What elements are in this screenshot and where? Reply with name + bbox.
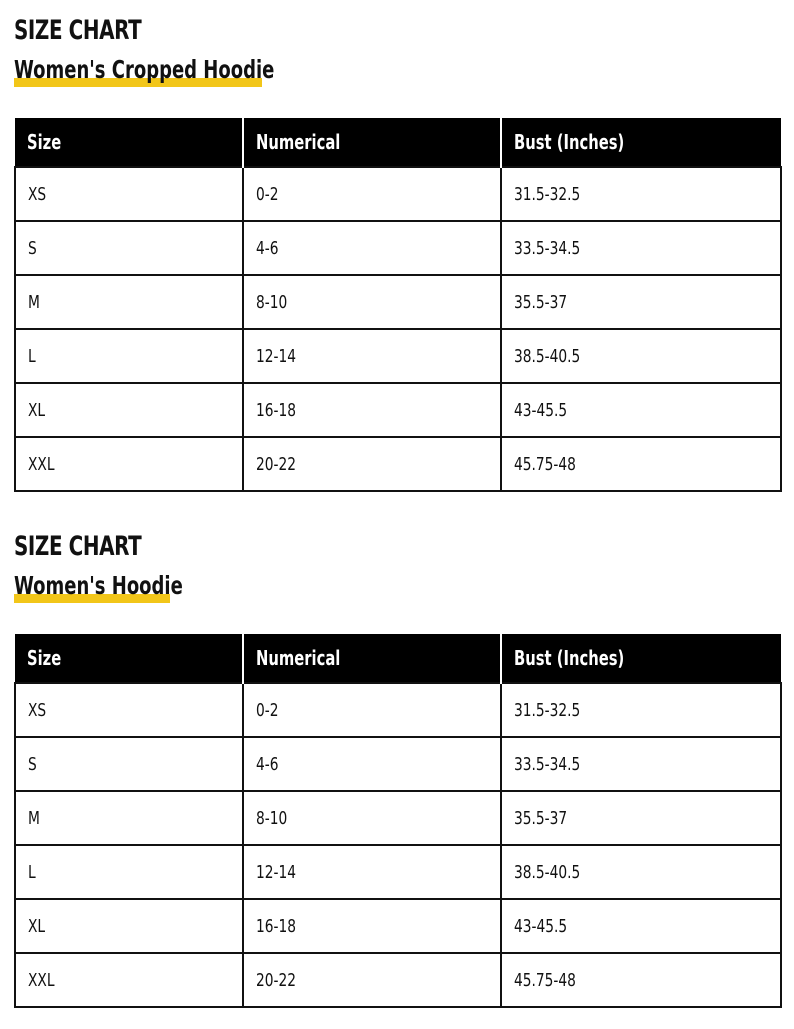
size-table — [14, 118, 782, 492]
size-cell: L — [15, 329, 243, 383]
size-cell: XXL — [15, 437, 243, 491]
numerical-cell: 8-10 — [243, 791, 501, 845]
size-cell: XL — [15, 899, 243, 953]
size-cell: S — [15, 737, 243, 791]
table-row — [15, 167, 781, 221]
numerical-cell: 0-2 — [243, 683, 501, 737]
table-row — [15, 845, 781, 899]
size-chart-section-hoodie — [14, 530, 780, 991]
numerical-cell: 4-6 — [243, 737, 501, 791]
table-row — [15, 899, 781, 953]
size-cell: XXL — [15, 953, 243, 1007]
bust-cell: 35.5-37 — [501, 791, 781, 845]
table-row — [15, 437, 781, 491]
column-header-bust: Bust (Inches) — [501, 118, 781, 167]
size-cell: XL — [15, 383, 243, 437]
numerical-cell: 12-14 — [243, 845, 501, 899]
bust-cell: 45.75-48 — [501, 437, 781, 491]
column-header-numerical: Numerical — [243, 118, 501, 167]
numerical-cell: 20-22 — [243, 953, 501, 1007]
table-row — [15, 275, 781, 329]
size-cell: S — [15, 221, 243, 275]
bust-cell: 33.5-34.5 — [501, 221, 781, 275]
bust-cell: 31.5-32.5 — [501, 683, 781, 737]
chart-heading: SIZE CHART — [14, 531, 142, 562]
bust-cell: 43-45.5 — [501, 383, 781, 437]
column-header-size: Size — [15, 634, 243, 683]
size-cell: L — [15, 845, 243, 899]
product-title-wrap — [14, 564, 780, 610]
product-title: Women's Hoodie — [14, 571, 183, 600]
column-header-numerical: Numerical — [243, 634, 501, 683]
product-title: Women's Cropped Hoodie — [14, 55, 275, 84]
table-header-row — [15, 118, 781, 167]
bust-cell: 38.5-40.5 — [501, 329, 781, 383]
bust-cell: 35.5-37 — [501, 275, 781, 329]
bust-cell: 43-45.5 — [501, 899, 781, 953]
size-cell: M — [15, 791, 243, 845]
numerical-cell: 20-22 — [243, 437, 501, 491]
table-row — [15, 683, 781, 737]
numerical-cell: 16-18 — [243, 383, 501, 437]
bust-cell: 45.75-48 — [501, 953, 781, 1007]
bust-cell: 38.5-40.5 — [501, 845, 781, 899]
table-row — [15, 737, 781, 791]
table-row — [15, 329, 781, 383]
chart-heading: SIZE CHART — [14, 15, 142, 46]
numerical-cell: 12-14 — [243, 329, 501, 383]
size-chart-section-cropped-hoodie — [14, 14, 780, 475]
numerical-cell: 4-6 — [243, 221, 501, 275]
bust-cell: 33.5-34.5 — [501, 737, 781, 791]
size-cell: M — [15, 275, 243, 329]
numerical-cell: 16-18 — [243, 899, 501, 953]
size-cell: XS — [15, 167, 243, 221]
product-title-wrap — [14, 48, 780, 94]
table-row — [15, 221, 781, 275]
size-table — [14, 634, 782, 1008]
table-header-row — [15, 634, 781, 683]
table-row — [15, 791, 781, 845]
bust-cell: 31.5-32.5 — [501, 167, 781, 221]
size-cell: XS — [15, 683, 243, 737]
numerical-cell: 0-2 — [243, 167, 501, 221]
table-row — [15, 383, 781, 437]
table-row — [15, 953, 781, 1007]
column-header-size: Size — [15, 118, 243, 167]
numerical-cell: 8-10 — [243, 275, 501, 329]
column-header-bust: Bust (Inches) — [501, 634, 781, 683]
